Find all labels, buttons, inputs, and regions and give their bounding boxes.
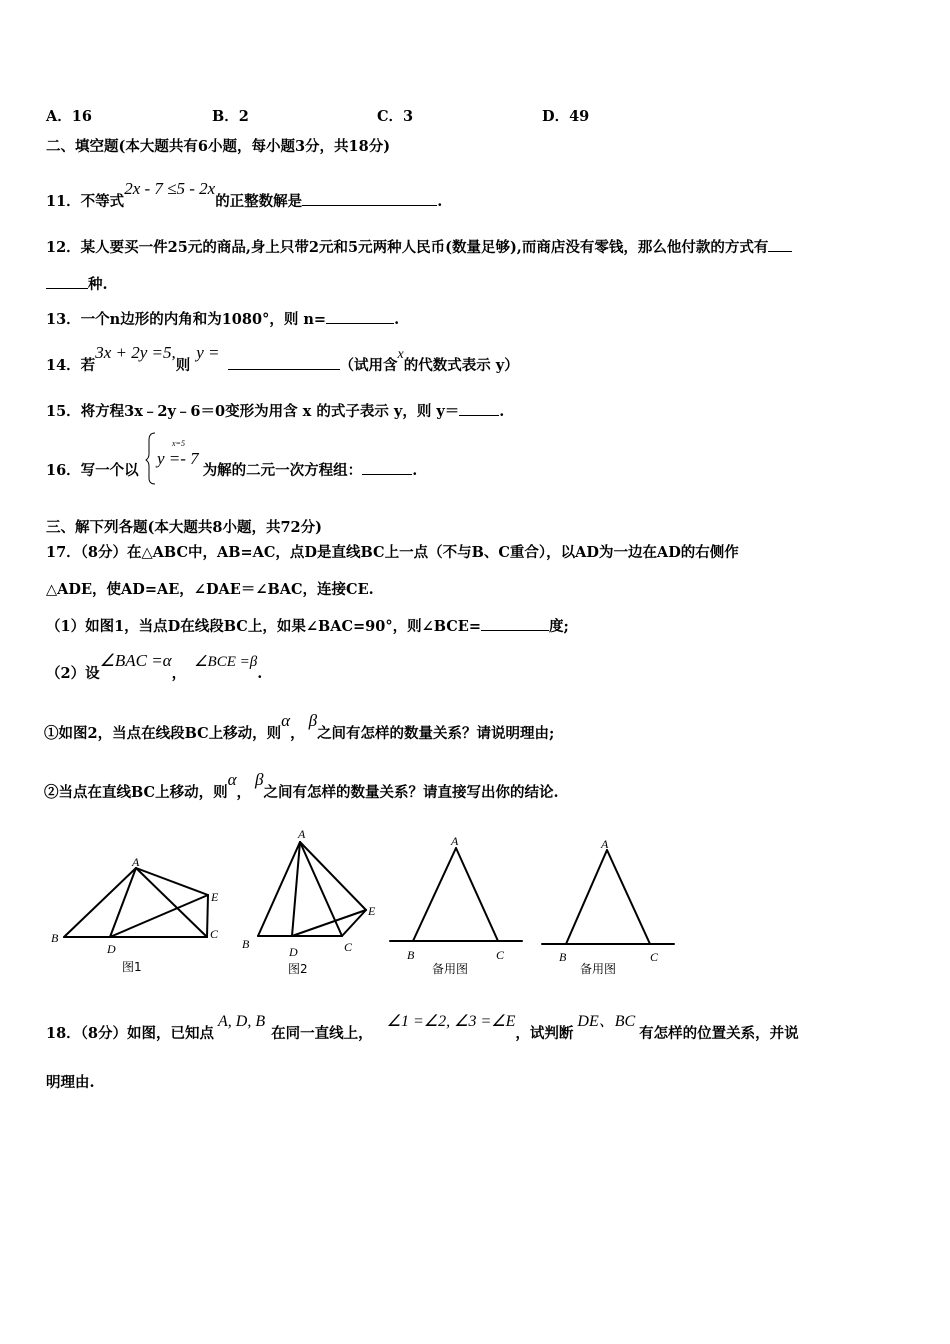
q18-points: A, D, B <box>218 1013 266 1030</box>
q11-end: . <box>437 193 443 210</box>
figure-4 <box>542 850 674 944</box>
q16-system-bottom: y =- 7 <box>157 449 199 468</box>
figure-1 <box>64 868 208 937</box>
q17-c1-pre: ①如图2，当点在线段BC上移动，则 <box>44 725 282 742</box>
q17-p2-end: . <box>257 665 263 682</box>
option-a: A．16 <box>46 108 92 125</box>
q14-pre: 14．若 <box>46 357 96 374</box>
figure-3 <box>390 848 522 941</box>
q17-p2-expr1: ∠BAC =α <box>99 651 172 670</box>
q13-text: 13．一个n边形的内角和为1080°，则 n= <box>46 311 327 328</box>
fig4-label-a: A <box>601 837 609 851</box>
q17-c1-alpha: α <box>281 711 291 730</box>
q18-angles: ∠1 =∠2, ∠3 =∠E <box>386 1013 516 1030</box>
fig1-label-b: B <box>51 931 59 945</box>
question-18 <box>46 1013 799 1042</box>
q18-pre: 18．（8分）如图，已知点 <box>46 1025 215 1042</box>
q16-system-top: x=5 <box>172 439 185 448</box>
q17-c2-beta: β <box>255 770 264 789</box>
q12-line1: 12．某人要买一件25元的商品,身上只带2元和5元两种人民币(数量足够),而商店没有零钱，那么他付款的方式有 <box>46 239 769 256</box>
fig1-label-c: C <box>210 927 219 941</box>
question-17-line2: △ADE，使AD=AE，∠DAE＝∠BAC，连接CE. <box>46 581 374 598</box>
fig1-label-d: D <box>107 942 116 956</box>
q11-expression: 2x - 7 ≤5 - 2x <box>124 179 216 198</box>
q18-lines: DE、BC <box>577 1013 636 1030</box>
q17-p2-expr2: ∠BCE =β <box>194 654 258 670</box>
option-c: C．3 <box>377 108 414 125</box>
q14-expression-y: y = <box>196 343 220 362</box>
q11-pre: 11．不等式 <box>46 193 125 210</box>
fig4-label-c: C <box>650 950 659 964</box>
q12-line2: 种. <box>88 276 108 293</box>
q17-c2-comma: ， <box>236 784 252 801</box>
fig2-label-b: B <box>242 937 250 951</box>
q15-end: . <box>499 403 505 420</box>
fig2-caption: 图2 <box>288 962 308 976</box>
q18-post: 有怎样的位置关系，并说 <box>639 1025 799 1042</box>
q16-pre: 16．写一个以 <box>46 462 139 479</box>
q17-p1-text: （1）如图1，当点D在线段BC上，如果∠BAC=90°，则∠BCE= <box>46 618 482 635</box>
q14-mid: 则 <box>175 357 191 374</box>
fig4-label-b: B <box>559 950 567 964</box>
q17-c2-pre: ②当点在直线BC上移动，则 <box>44 784 228 801</box>
fig1-label-a: A <box>132 855 140 869</box>
q16-brace <box>146 433 155 484</box>
q17-p2-pre: （2）设 <box>46 665 100 682</box>
question-17-line1: 17．（8分）在△ABC中，AB=AC，点D是直线BC上一点（不与B、C重合），以AD为一边在AD的右侧作 <box>46 544 739 561</box>
q17-p1-end: 度; <box>549 618 569 635</box>
fig2-label-a: A <box>298 827 306 841</box>
fig2-label-e: E <box>368 904 376 918</box>
option-d: D．49 <box>542 108 590 125</box>
section2-title: 二、填空题(本大题共有6小题，每小题3分，共18分) <box>46 138 391 155</box>
q18-mid: 在同一直线上， <box>271 1025 373 1042</box>
q11-post: 的正整数解是 <box>215 193 303 210</box>
fig1-caption: 图1 <box>122 960 142 974</box>
fig2-label-d: D <box>289 945 298 959</box>
fig3-label-c: C <box>496 948 505 962</box>
q17-c2-post: 之间有怎样的数量关系？请直接写出你的结论. <box>263 784 559 801</box>
figure-2 <box>258 842 366 936</box>
section3-title: 三、解下列各题(本大题共8小题，共72分) <box>46 519 322 536</box>
fig2-label-c: C <box>344 940 353 954</box>
q14-note2: 的代数式表示 y） <box>403 357 519 374</box>
q14-note1: （试用含 <box>339 357 398 374</box>
q18-mid2: ，试判断 <box>515 1025 574 1042</box>
q13-end: . <box>394 311 400 328</box>
q17-p2-comma: ， <box>171 665 187 682</box>
q14-var: x <box>397 347 404 362</box>
fig4-caption: 备用图 <box>580 962 617 976</box>
fig3-caption: 备用图 <box>432 962 469 976</box>
fig3-label-a: A <box>451 834 459 848</box>
fig3-label-b: B <box>407 948 415 962</box>
fig1-label-e: E <box>211 890 219 904</box>
option-b: B．2 <box>212 108 249 125</box>
q17-c2-alpha: α <box>227 770 237 789</box>
q15-text: 15．将方程3x﹣2y﹣6＝0变形为用含 x 的式子表示 y，则 y＝ <box>46 403 460 420</box>
q14-expression: 3x + 2y =5, <box>95 343 176 362</box>
q16-end: . <box>412 462 418 479</box>
q17-c1-beta: β <box>308 711 318 730</box>
q17-c1-post: 之间有怎样的数量关系？请说明理由; <box>317 725 555 742</box>
q16-post: 为解的二元一次方程组： <box>202 462 363 479</box>
question-18-line2: 明理由. <box>46 1074 95 1091</box>
q17-c1-comma: ， <box>290 725 305 742</box>
